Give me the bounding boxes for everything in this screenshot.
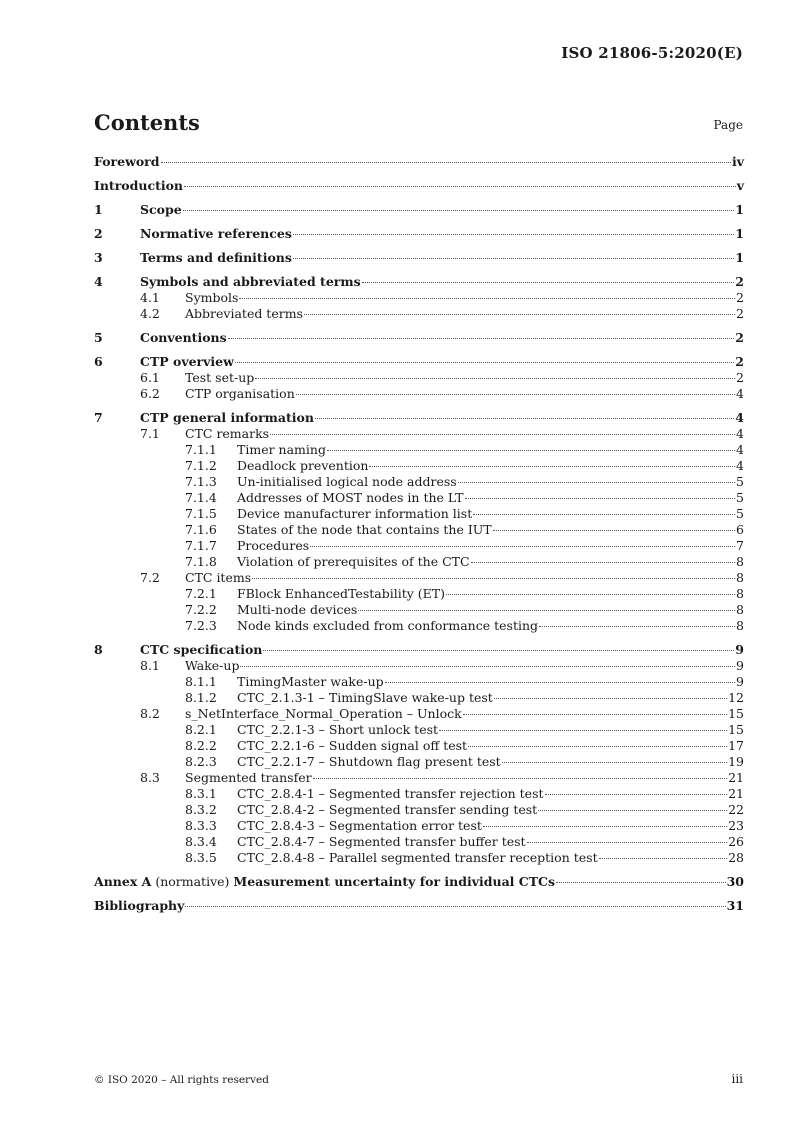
- toc-entry[interactable]: [94, 658, 744, 674]
- toc-entry[interactable]: [94, 154, 744, 170]
- toc-entry-title: [140, 330, 227, 346]
- toc-entry-title: [140, 642, 262, 658]
- toc-entry-title: [237, 506, 472, 522]
- toc-entry[interactable]: [94, 818, 744, 834]
- toc-entry-page: 4: [735, 410, 744, 425]
- toc-entry-title: [237, 754, 501, 770]
- toc-entry-page: 8: [736, 586, 744, 601]
- toc-entry-title: [237, 802, 537, 818]
- toc-entry-number: 8.1.1: [185, 674, 217, 689]
- toc-entry-page: 15: [728, 722, 744, 737]
- toc-dot-leader: [465, 498, 736, 499]
- toc-entry-title: [185, 386, 295, 402]
- toc-entry-page: v: [736, 178, 744, 193]
- toc-entry-page: 17: [728, 738, 744, 753]
- toc-entry-number: 7.2.2: [185, 602, 217, 617]
- toc-dot-leader: [263, 650, 734, 651]
- toc-entry-number: 1: [94, 202, 103, 217]
- toc-entry-title: [237, 674, 384, 690]
- toc-entry-number: 8.2.1: [185, 722, 217, 737]
- toc-entry-page: 8: [736, 554, 744, 569]
- toc-entry-page: 22: [728, 802, 744, 817]
- toc-entry-title-text: CTP general information: [140, 410, 314, 425]
- toc-entry-title: [140, 250, 292, 266]
- toc-entry-title: [185, 706, 462, 722]
- toc-dot-leader: [446, 594, 735, 595]
- toc-entry-number: 7.2.1: [185, 586, 217, 601]
- toc-entry-title: [140, 410, 314, 426]
- toc-entry-title: [94, 874, 555, 890]
- toc-entry-number: 7.1.7: [185, 538, 217, 553]
- toc-entry-page: 1: [735, 226, 744, 241]
- toc-entry-title-text: CTC_2.8.4-3 – Segmentation error test: [237, 818, 482, 833]
- toc-entry[interactable]: [94, 178, 744, 194]
- toc-entry-title: [237, 538, 309, 554]
- toc-dot-leader: [252, 578, 735, 579]
- toc-entry-number: 7.1.6: [185, 522, 217, 537]
- toc-entry-title: [237, 474, 457, 490]
- toc-entry-title-text: CTC_2.8.4-8 – Parallel segmented transfer reception test: [237, 850, 598, 865]
- toc-entry-title-text: CTC_2.8.4-7 – Segmented transfer buffer test: [237, 834, 526, 849]
- toc-dot-leader: [161, 162, 731, 163]
- toc-entry-title: [237, 850, 598, 866]
- footer-copyright: © ISO 2020 – All rights reserved: [94, 1074, 269, 1086]
- toc-entry[interactable]: [94, 250, 744, 266]
- toc-entry-title: [237, 602, 357, 618]
- toc-dot-leader: [494, 698, 727, 699]
- toc-entry-title: [140, 274, 361, 290]
- toc-entry-title-text: Symbols and abbreviated terms: [140, 274, 361, 289]
- toc-entry-number: 8.2.2: [185, 738, 217, 753]
- toc-entry-title-text: Abbreviated terms: [185, 306, 303, 321]
- toc-entry-number: 8.3: [140, 770, 160, 785]
- toc-dot-leader: [483, 826, 727, 827]
- toc-entry-page: 21: [728, 770, 744, 785]
- toc-entry[interactable]: [94, 602, 744, 618]
- toc-entry-title-text: s_NetInterface_Normal_Operation – Unlock: [185, 706, 462, 721]
- toc-entry-number: 3: [94, 250, 103, 265]
- toc-dot-leader: [493, 530, 735, 531]
- toc-entry-number: 6.1: [140, 370, 160, 385]
- toc-entry-page: 1: [735, 250, 744, 265]
- table-of-contents: [94, 154, 744, 914]
- toc-dot-leader: [362, 282, 735, 283]
- toc-entry-number: 7.1.2: [185, 458, 217, 473]
- toc-entry-title: [237, 554, 470, 570]
- toc-entry-number: 4: [94, 274, 103, 289]
- toc-entry-number: 7.1.1: [185, 442, 217, 457]
- toc-entry[interactable]: [94, 202, 744, 218]
- toc-entry-page: 8: [736, 618, 744, 633]
- toc-entry-number: 6.2: [140, 386, 160, 401]
- toc-entry[interactable]: [94, 290, 744, 306]
- toc-entry-title-text: Test set-up: [185, 370, 255, 385]
- toc-entry[interactable]: [94, 354, 744, 370]
- toc-entry-title-text: CTC_2.8.4-1 – Segmented transfer rejection test: [237, 786, 544, 801]
- toc-dot-leader: [310, 546, 735, 547]
- toc-dot-leader: [385, 682, 735, 683]
- toc-entry-number: 7.1.5: [185, 506, 217, 521]
- toc-entry-title: [237, 690, 493, 706]
- toc-entry[interactable]: [94, 330, 744, 346]
- toc-entry-title-text: CTC_2.8.4-2 – Segmented transfer sending test: [237, 802, 538, 817]
- toc-entry-title: [237, 586, 445, 602]
- toc-entry[interactable]: [94, 570, 744, 586]
- toc-entry[interactable]: [94, 370, 744, 386]
- toc-entry[interactable]: [94, 802, 744, 818]
- toc-entry-title: [185, 658, 239, 674]
- toc-dot-leader: [313, 778, 728, 779]
- toc-entry-title-text: Violation of prerequisites of the CTC: [237, 554, 470, 569]
- toc-dot-leader: [556, 882, 726, 883]
- toc-entry-title-text: CTP organisation: [185, 386, 295, 401]
- toc-entry-title: [185, 306, 303, 322]
- toc-entry-number: 8.3.5: [185, 850, 217, 865]
- toc-entry-title-text: Scope: [140, 202, 182, 217]
- toc-entry-title-text: CTC items: [185, 570, 252, 585]
- toc-entry-page: 5: [736, 474, 744, 489]
- toc-entry-page: 2: [736, 290, 744, 305]
- toc-entry[interactable]: [94, 770, 744, 786]
- toc-entry-number: 8: [94, 642, 103, 657]
- toc-entry-page: 8: [736, 602, 744, 617]
- toc-dot-leader: [458, 482, 735, 483]
- document-id: ISO 21806-5:2020(E): [561, 44, 743, 62]
- toc-dot-leader: [239, 298, 735, 299]
- toc-dot-leader: [439, 730, 727, 731]
- toc-entry[interactable]: [94, 522, 744, 538]
- toc-entry[interactable]: [94, 554, 744, 570]
- toc-entry[interactable]: [94, 458, 744, 474]
- toc-entry[interactable]: [94, 874, 744, 890]
- toc-entry[interactable]: [94, 642, 744, 658]
- toc-entry-page: 23: [728, 818, 744, 833]
- toc-entry-title-text: Symbols: [185, 290, 239, 305]
- toc-entry-title-continuation: Measurement uncertainty for individual CTCs: [233, 874, 556, 889]
- toc-entry-title-text: Bibliography: [94, 898, 185, 913]
- toc-entry-title: [185, 426, 269, 442]
- toc-entry-title-text: CTC remarks: [185, 426, 270, 441]
- toc-entry[interactable]: [94, 618, 744, 634]
- toc-entry-page: iv: [731, 154, 744, 169]
- toc-entry-number: 8.2: [140, 706, 160, 721]
- toc-entry-title: [237, 818, 482, 834]
- footer-page-number: iii: [731, 1072, 743, 1086]
- toc-entry-number: 7.1.8: [185, 554, 217, 569]
- toc-entry-number: 8.3.3: [185, 818, 217, 833]
- toc-entry[interactable]: [94, 690, 744, 706]
- toc-entry-title-text: Timer naming: [237, 442, 326, 457]
- toc-entry-page: 9: [735, 642, 744, 657]
- toc-entry-title: [94, 898, 184, 914]
- toc-entry-title-text: Addresses of MOST nodes in the LT: [237, 490, 464, 505]
- toc-dot-leader: [545, 794, 728, 795]
- toc-entry[interactable]: [94, 538, 744, 554]
- toc-dot-leader: [527, 842, 728, 843]
- toc-entry-title-text: States of the node that contains the IUT: [237, 522, 492, 537]
- toc-dot-leader: [304, 314, 735, 315]
- toc-dot-leader: [184, 186, 736, 187]
- toc-entry-page: 4: [736, 426, 744, 441]
- toc-dot-leader: [240, 666, 735, 667]
- toc-entry-number: 8.2.3: [185, 754, 217, 769]
- toc-entry-page: 28: [728, 850, 744, 865]
- toc-dot-leader: [315, 418, 734, 419]
- toc-entry[interactable]: [94, 722, 744, 738]
- toc-entry[interactable]: [94, 586, 744, 602]
- toc-entry-title-text: CTC specification: [140, 642, 263, 657]
- toc-entry-page: 8: [736, 570, 744, 585]
- toc-entry[interactable]: [94, 850, 744, 866]
- toc-entry[interactable]: [94, 410, 744, 426]
- toc-entry-page: 7: [736, 538, 744, 553]
- toc-entry[interactable]: [94, 274, 744, 290]
- toc-dot-leader: [358, 610, 735, 611]
- toc-entry-number: 7.1: [140, 426, 160, 441]
- page-column-label: Page: [713, 118, 743, 132]
- toc-dot-leader: [502, 762, 727, 763]
- toc-entry-title-text: CTP overview: [140, 354, 234, 369]
- toc-entry-page: 4: [736, 442, 744, 457]
- toc-entry-title: [237, 786, 544, 802]
- toc-entry[interactable]: [94, 674, 744, 690]
- toc-entry-title-text: Segmented transfer: [185, 770, 312, 785]
- toc-entry-title-text: Annex A: [94, 874, 152, 889]
- toc-entry-page: 4: [736, 386, 744, 401]
- toc-entry-title: [237, 522, 492, 538]
- toc-entry-title: [185, 290, 238, 306]
- toc-entry[interactable]: [94, 474, 744, 490]
- toc-entry-page: 15: [728, 706, 744, 721]
- toc-entry-number: 4.1: [140, 290, 160, 305]
- toc-entry-number: 8.3.2: [185, 802, 217, 817]
- toc-entry-page: 2: [735, 354, 744, 369]
- toc-dot-leader: [369, 466, 735, 467]
- toc-entry-title-text: Wake-up: [185, 658, 240, 673]
- toc-entry-page: 5: [736, 506, 744, 521]
- toc-entry-title-text: Un-initialised logical node address: [237, 474, 457, 489]
- toc-dot-leader: [463, 714, 727, 715]
- toc-entry-title: [185, 570, 251, 586]
- toc-entry-title: [237, 618, 538, 634]
- toc-entry-page: 31: [726, 898, 744, 913]
- toc-entry-title-text: Node kinds excluded from conformance testing: [237, 618, 539, 633]
- toc-entry-title-text: CTC_2.2.1-7 – Shutdown flag present test: [237, 754, 501, 769]
- toc-entry-title-text: Deadlock prevention: [237, 458, 369, 473]
- toc-entry-number: 8.3.1: [185, 786, 217, 801]
- toc-entry-title-text: FBlock EnhancedTestability (ET): [237, 586, 445, 601]
- toc-entry-number: 7.1.4: [185, 490, 217, 505]
- toc-entry-title-text: Conventions: [140, 330, 227, 345]
- toc-entry-number: 2: [94, 226, 103, 241]
- toc-dot-leader: [255, 378, 735, 379]
- toc-entry-page: 12: [728, 690, 744, 705]
- toc-entry[interactable]: [94, 386, 744, 402]
- toc-entry-title-text: CTC_2.1.3-1 – TimingSlave wake-up test: [237, 690, 493, 705]
- toc-entry-number: 7.2.3: [185, 618, 217, 633]
- toc-entry-title-text: Normative references: [140, 226, 292, 241]
- toc-entry-page: 2: [735, 274, 744, 289]
- toc-entry-page: 2: [736, 370, 744, 385]
- toc-entry[interactable]: [94, 226, 744, 242]
- toc-entry-title: [140, 226, 292, 242]
- toc-dot-leader: [539, 626, 735, 627]
- toc-entry[interactable]: [94, 442, 744, 458]
- toc-dot-leader: [468, 746, 727, 747]
- toc-entry-title: [237, 834, 526, 850]
- toc-entry-title-text: TimingMaster wake-up: [237, 674, 384, 689]
- page-title: Contents: [94, 110, 200, 135]
- toc-entry-number: 5: [94, 330, 103, 345]
- toc-dot-leader: [293, 258, 734, 259]
- toc-entry-number: 6: [94, 354, 103, 369]
- toc-entry[interactable]: [94, 834, 744, 850]
- toc-entry[interactable]: [94, 426, 744, 442]
- toc-entry-page: 9: [736, 674, 744, 689]
- toc-dot-leader: [270, 434, 735, 435]
- toc-entry-title: [185, 370, 254, 386]
- toc-entry-page: 4: [736, 458, 744, 473]
- toc-entry-title-text: Terms and definitions: [140, 250, 292, 265]
- toc-entry-title-text: CTC_2.2.1-3 – Short unlock test: [237, 722, 439, 737]
- toc-entry-title-text: Introduction: [94, 178, 184, 193]
- toc-entry-title-text: CTC_2.2.1-6 – Sudden signal off test: [237, 738, 468, 753]
- toc-entry-number: 8.3.4: [185, 834, 217, 849]
- toc-dot-leader: [185, 906, 725, 907]
- toc-entry-number: 8.1: [140, 658, 160, 673]
- toc-dot-leader: [235, 362, 734, 363]
- toc-dot-leader: [327, 450, 735, 451]
- toc-dot-leader: [296, 394, 735, 395]
- toc-entry-title: [140, 354, 234, 370]
- toc-entry-title-qualifier: (normative): [151, 874, 234, 889]
- toc-entry-title: [94, 154, 160, 170]
- toc-dot-leader: [538, 810, 727, 811]
- toc-entry-page: 9: [736, 658, 744, 673]
- toc-entry-title: [237, 490, 464, 506]
- toc-entry-number: 7: [94, 410, 103, 425]
- toc-entry-page: 2: [735, 330, 744, 345]
- toc-entry-title-text: Procedures: [237, 538, 310, 553]
- toc-entry-number: 8.1.2: [185, 690, 217, 705]
- toc-dot-leader: [293, 234, 734, 235]
- toc-entry-page: 5: [736, 490, 744, 505]
- toc-dot-leader: [183, 210, 735, 211]
- toc-entry[interactable]: [94, 490, 744, 506]
- toc-entry[interactable]: [94, 506, 744, 522]
- toc-dot-leader: [599, 858, 728, 859]
- toc-entry[interactable]: [94, 754, 744, 770]
- toc-dot-leader: [228, 338, 735, 339]
- toc-entry-page: 2: [736, 306, 744, 321]
- toc-entry-page: 1: [735, 202, 744, 217]
- toc-entry-number: 7.2: [140, 570, 160, 585]
- toc-entry-title-text: Multi-node devices: [237, 602, 358, 617]
- toc-entry[interactable]: [94, 898, 744, 914]
- toc-entry[interactable]: [94, 786, 744, 802]
- toc-entry[interactable]: [94, 706, 744, 722]
- toc-entry-title: [140, 202, 182, 218]
- toc-entry-title-text: Device manufacturer information list: [237, 506, 473, 521]
- toc-entry-title: [237, 722, 438, 738]
- toc-entry-page: 19: [728, 754, 744, 769]
- toc-entry-page: 30: [726, 874, 744, 889]
- toc-entry-title: [94, 178, 183, 194]
- toc-entry-title: [237, 458, 368, 474]
- toc-dot-leader: [471, 562, 736, 563]
- toc-dot-leader: [473, 514, 735, 515]
- toc-entry-title-text: Foreword: [94, 154, 160, 169]
- toc-entry-title: [237, 442, 326, 458]
- toc-entry-page: 6: [736, 522, 744, 537]
- toc-entry-title: [237, 738, 467, 754]
- toc-entry[interactable]: [94, 306, 744, 322]
- toc-entry[interactable]: [94, 738, 744, 754]
- toc-entry-number: 4.2: [140, 306, 160, 321]
- toc-entry-title: [185, 770, 312, 786]
- toc-entry-page: 21: [728, 786, 744, 801]
- toc-entry-page: 26: [728, 834, 744, 849]
- toc-entry-number: 7.1.3: [185, 474, 217, 489]
